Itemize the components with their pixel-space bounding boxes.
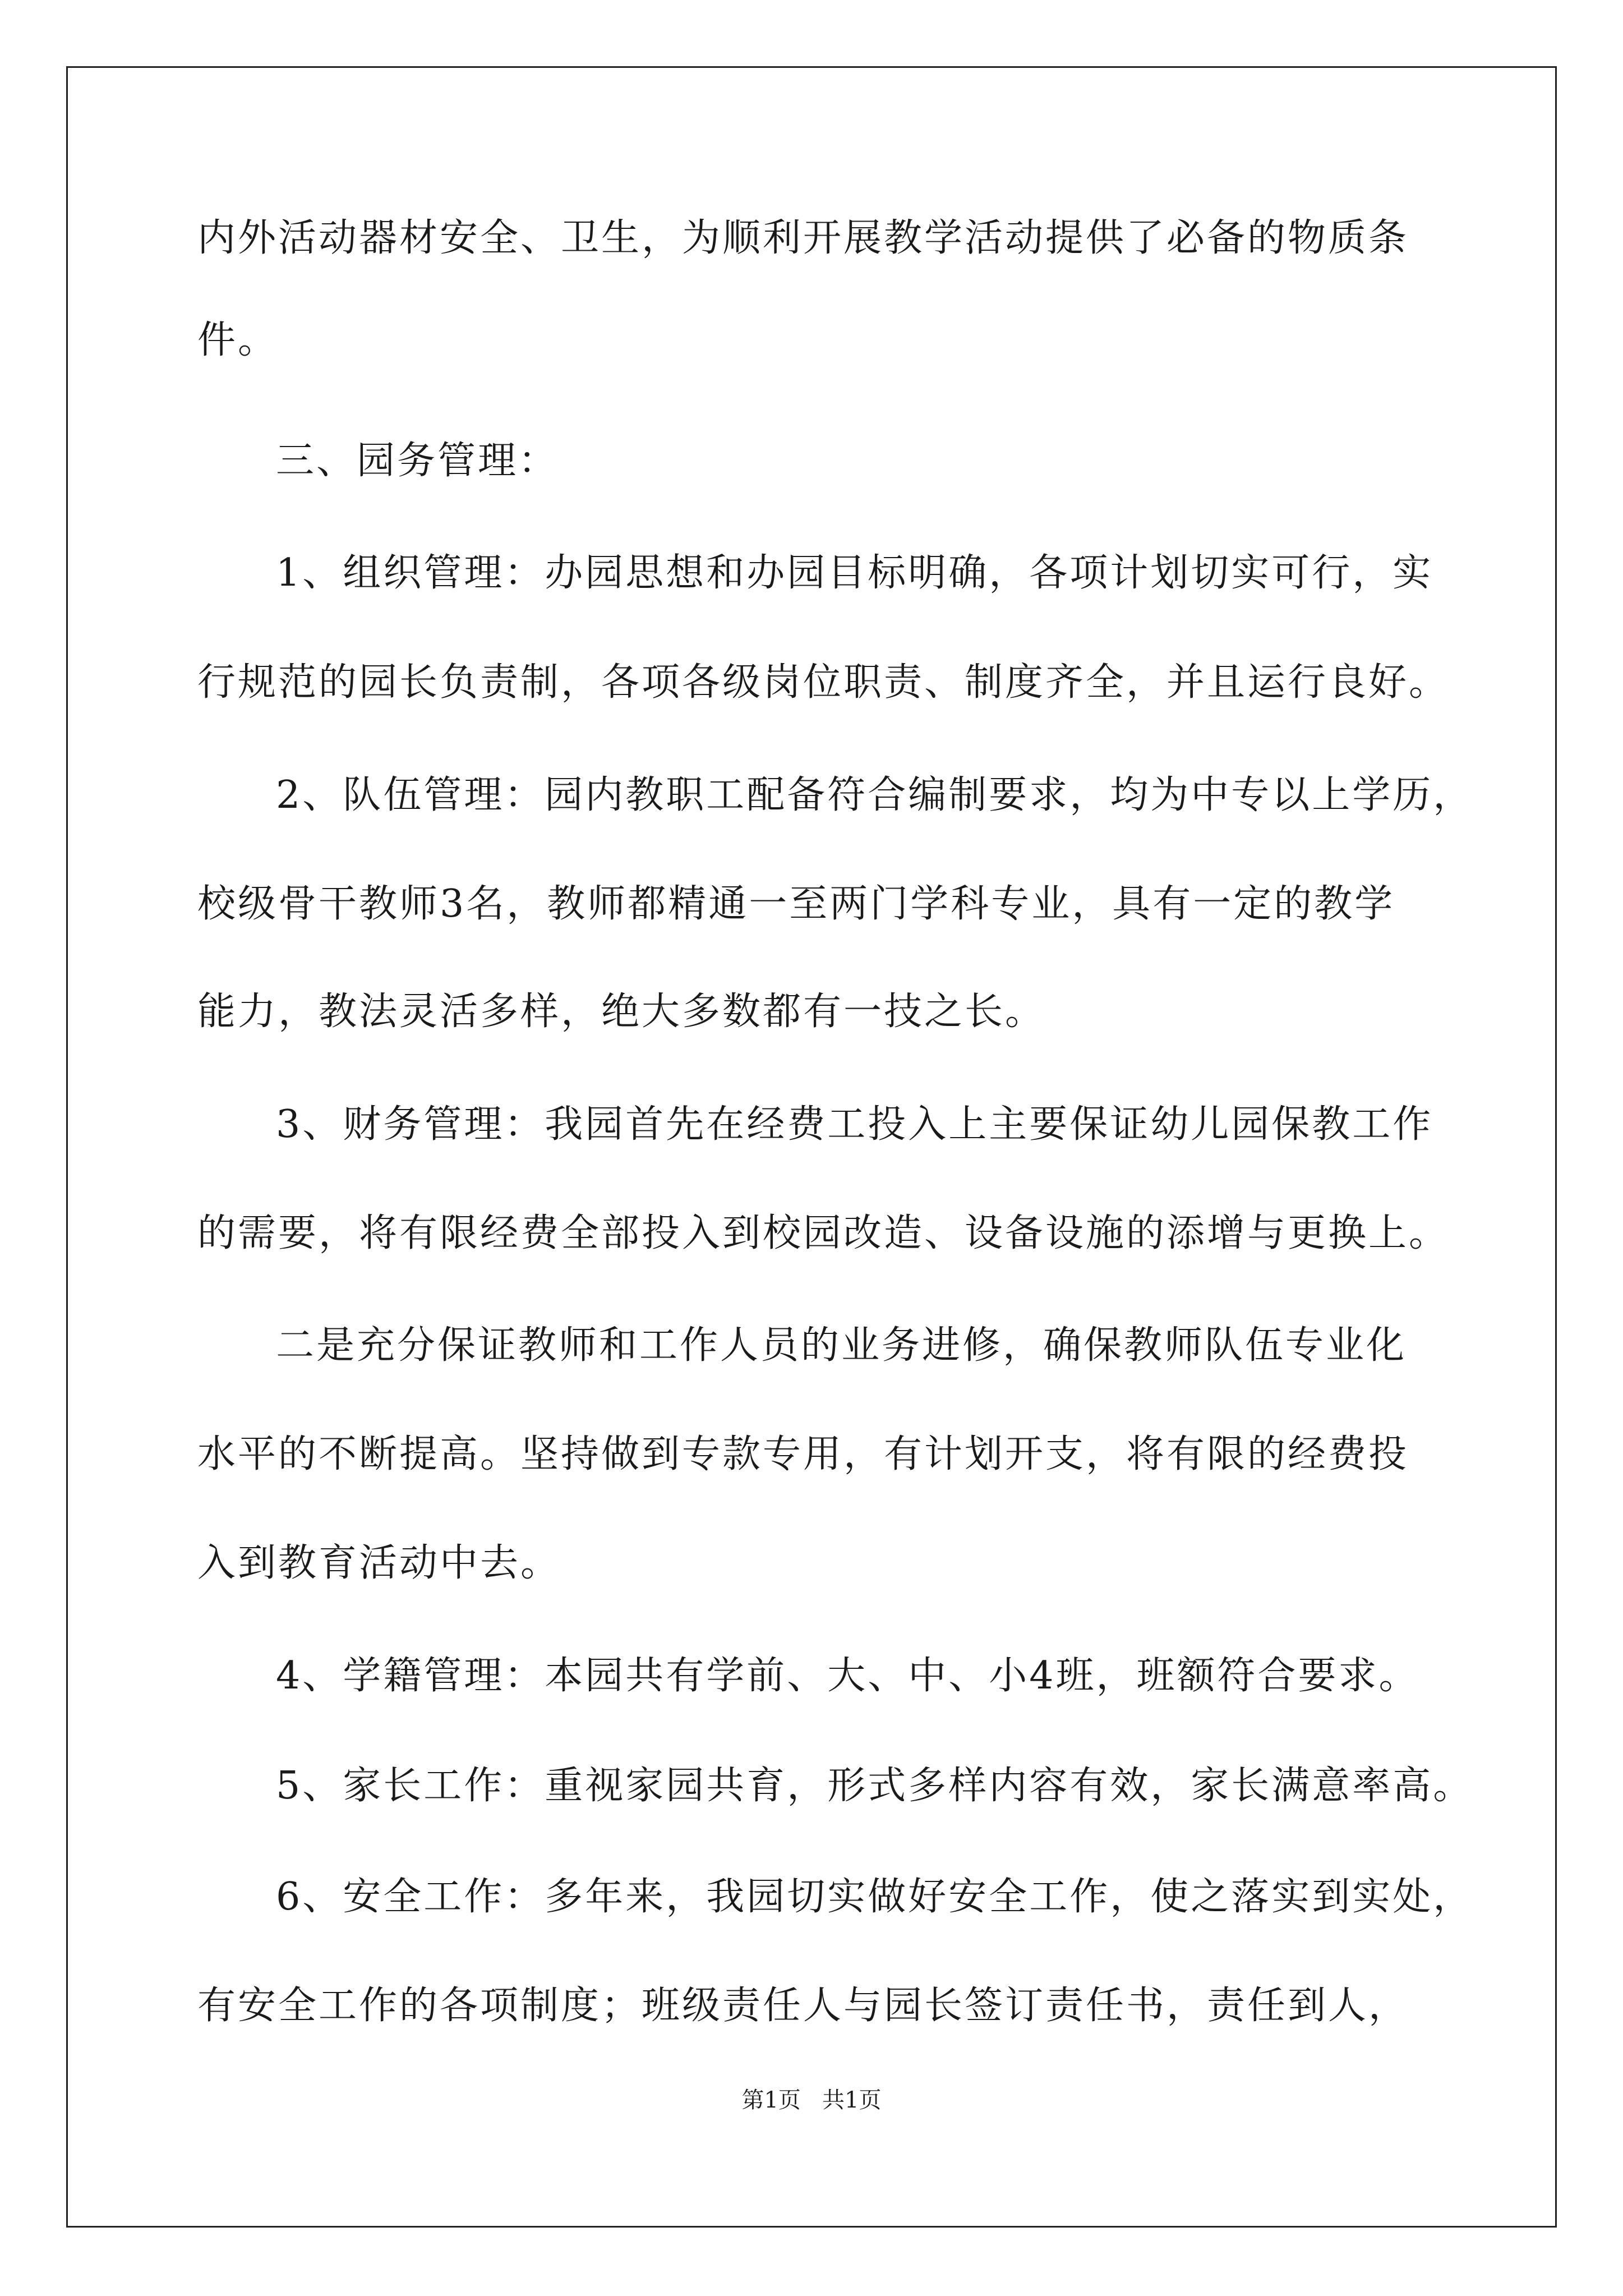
text-line: 校级骨干教师3名，教师都精通一至两门学科专业，具有一定的教学 <box>197 882 1395 926</box>
text-line: 5、家长工作：重视家园共育，形式多样内容有效，家长满意率高。 <box>276 1764 1474 1808</box>
page-number: 第1页 共1页 <box>741 2087 882 2113</box>
section-heading: 三、园务管理： <box>276 439 559 483</box>
text-line: 1、组织管理：办园思想和办园目标明确，各项计划切实可行，实 <box>276 551 1433 595</box>
text-line: 2、队伍管理：园内教职工配备符合编制要求，均为中专以上学历， <box>276 773 1474 817</box>
text-line: 有安全工作的各项制度；班级责任人与园长签订责任书，责任到人， <box>197 1984 1409 2028</box>
text-line: 入到教育活动中去。 <box>197 1541 561 1585</box>
text-line: 二是充分保证教师和工作人员的业务进修，确保教师队伍专业化 <box>276 1323 1407 1368</box>
text-line: 4、学籍管理：本园共有学前、大、中、小4班，班额符合要求。 <box>276 1654 1419 1698</box>
text-line: 行规范的园长负责制，各项各级岗位职责、制度齐全，并且运行良好。 <box>197 660 1450 705</box>
text-line: 6、安全工作：多年来，我园切实做好安全工作，使之落实到实处， <box>276 1875 1474 1919</box>
text-line: 内外活动器材安全、卫生，为顺利开展教学活动提供了必备的物质条 <box>197 216 1409 260</box>
text-line: 的需要，将有限经费全部投入到校园改造、设备设施的添增与更换上。 <box>197 1211 1450 1255</box>
text-line: 3、财务管理：我园首先在经费工投入上主要保证幼儿园保教工作 <box>276 1102 1433 1147</box>
text-line: 件。 <box>197 318 279 362</box>
text-line: 水平的不断提高。坚持做到专款专用，有计划开支，将有限的经费投 <box>197 1432 1409 1476</box>
text-line: 能力，教法灵活多样，绝大多数都有一技之长。 <box>197 990 1046 1034</box>
